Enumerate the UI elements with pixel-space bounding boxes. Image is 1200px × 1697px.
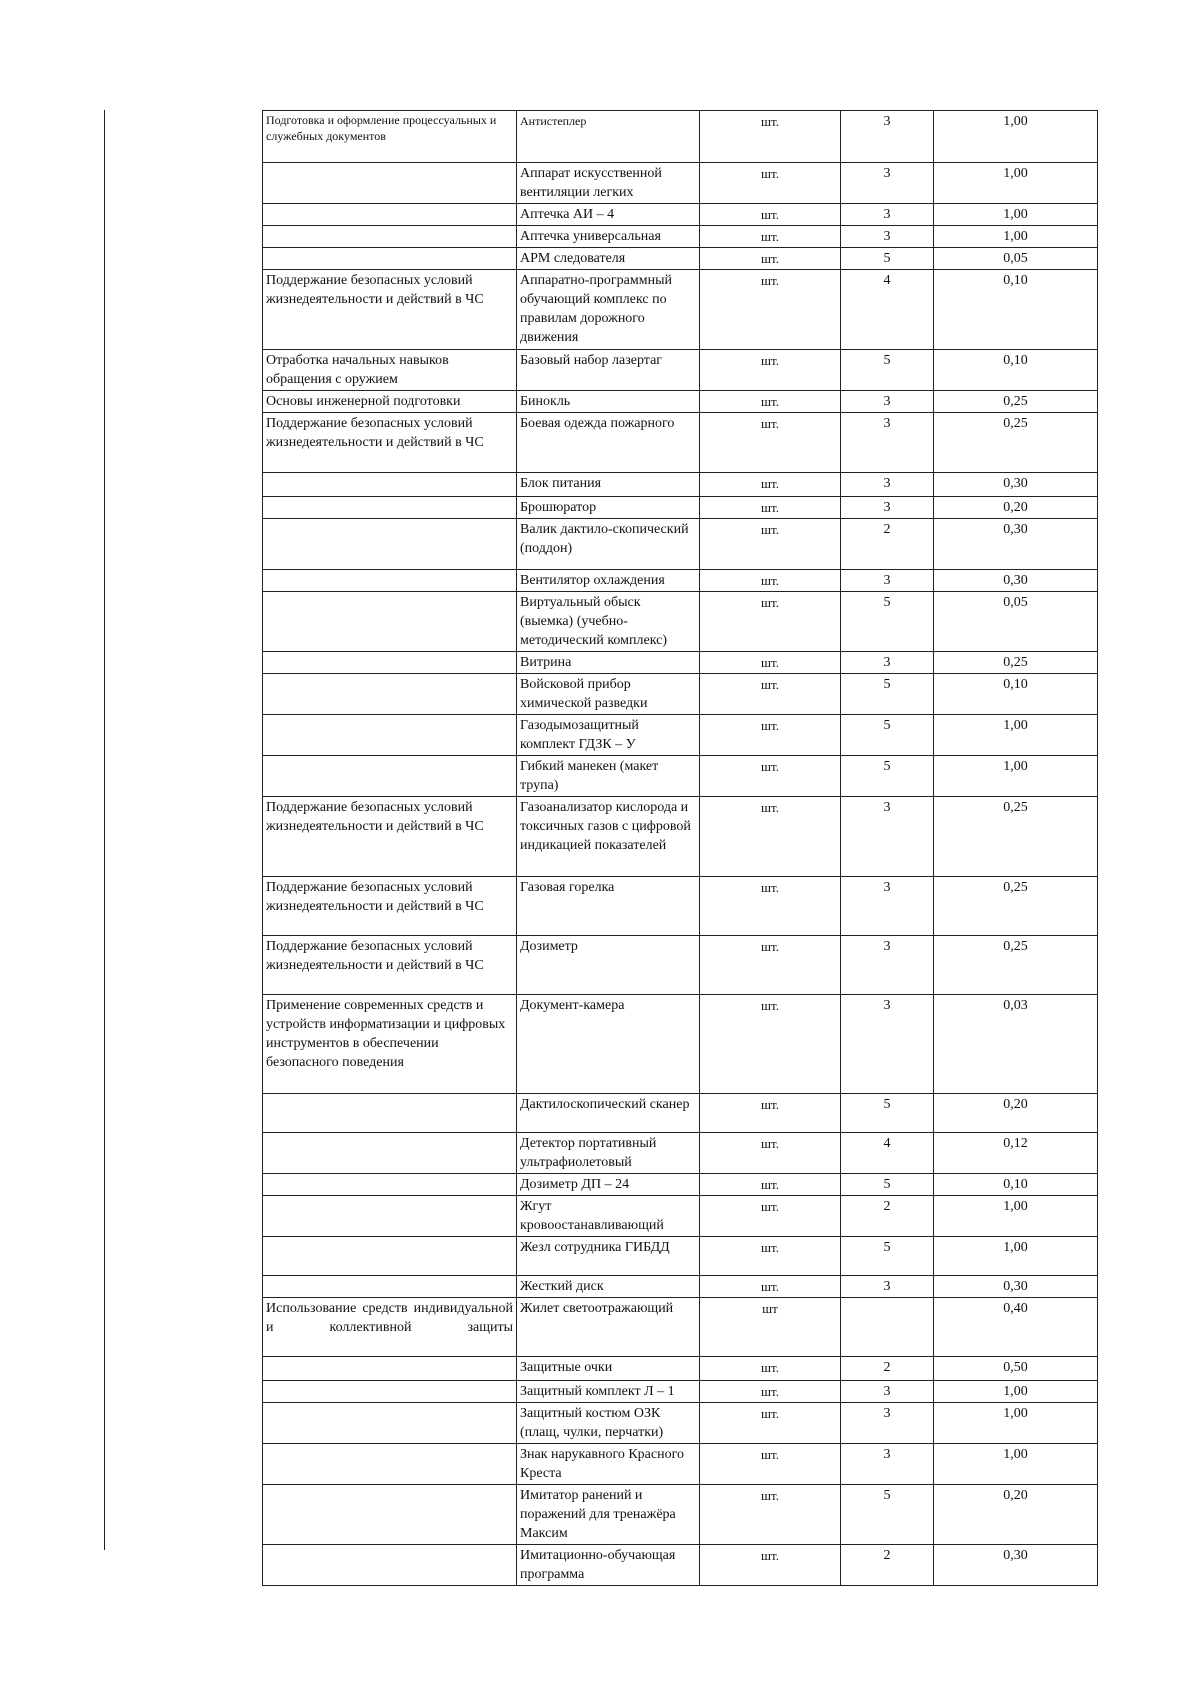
table-row (263, 652, 1098, 674)
row-quantity-cell: 3 (841, 652, 934, 674)
row-value-cell: 0,25 (934, 652, 1098, 674)
row-quantity-cell: 3 (841, 391, 934, 413)
row-item-name-cell: Документ-камера (517, 995, 700, 1094)
table-row (263, 163, 1098, 204)
row-value-cell: 1,00 (934, 1237, 1098, 1276)
row-unit-cell: шт. (700, 1545, 841, 1586)
table-row (263, 497, 1098, 519)
row-topic-cell (263, 715, 517, 756)
row-item-name-cell: Аппаратно-программный обучающий комплекс по правилам дорожного движения (517, 270, 700, 350)
table-row (263, 270, 1098, 350)
table-row (263, 391, 1098, 413)
table-row (263, 519, 1098, 570)
row-quantity-cell: 3 (841, 877, 934, 936)
row-value-cell: 0,03 (934, 995, 1098, 1094)
table-row (263, 1133, 1098, 1174)
row-topic-cell: Поддержание безопасных условий жизнедеятельности и действий в ЧС (263, 413, 517, 473)
row-value-cell: 0,10 (934, 674, 1098, 715)
row-quantity-cell: 3 (841, 204, 934, 226)
row-topic-cell (263, 1133, 517, 1174)
row-unit-cell: шт. (700, 1403, 841, 1444)
table-row (263, 204, 1098, 226)
row-topic-cell (263, 652, 517, 674)
row-item-name-cell: Защитные очки (517, 1357, 700, 1381)
row-quantity-cell: 3 (841, 473, 934, 497)
equipment-table (262, 110, 1098, 1586)
row-unit-cell: шт. (700, 1133, 841, 1174)
table-row (263, 570, 1098, 592)
row-value-cell: 0,25 (934, 936, 1098, 995)
row-value-cell: 1,00 (934, 163, 1098, 204)
row-topic-cell: Основы инженерной подготовки (263, 391, 517, 413)
row-unit-cell: шт. (700, 652, 841, 674)
table-row (263, 1403, 1098, 1444)
row-item-name-cell: Защитный комплект Л – 1 (517, 1381, 700, 1403)
row-value-cell: 0,50 (934, 1357, 1098, 1381)
row-value-cell: 1,00 (934, 204, 1098, 226)
row-quantity-cell (841, 1298, 934, 1357)
row-item-name-cell: Аптечка АИ – 4 (517, 204, 700, 226)
row-item-name-cell: Имитатор ранений и поражений для тренажёра Максим (517, 1485, 700, 1545)
table-row (263, 1381, 1098, 1403)
row-unit-cell: шт. (700, 877, 841, 936)
table-row (263, 936, 1098, 995)
row-item-name-cell: Аппарат искусственной вентиляции легких (517, 163, 700, 204)
row-value-cell: 0,25 (934, 391, 1098, 413)
row-value-cell: 0,25 (934, 413, 1098, 473)
row-item-name-cell: Гибкий манекен (макет трупа) (517, 756, 700, 797)
table-row (263, 413, 1098, 473)
row-unit-cell: шт. (700, 570, 841, 592)
row-topic-cell (263, 1381, 517, 1403)
row-value-cell: 1,00 (934, 111, 1098, 163)
row-value-cell: 0,12 (934, 1133, 1098, 1174)
table-row (263, 1094, 1098, 1133)
table-row (263, 592, 1098, 652)
row-quantity-cell: 3 (841, 497, 934, 519)
row-quantity-cell: 3 (841, 413, 934, 473)
row-topic-cell (263, 1237, 517, 1276)
row-topic-cell (263, 1403, 517, 1444)
row-unit-cell: шт. (700, 163, 841, 204)
row-value-cell: 0,10 (934, 1174, 1098, 1196)
equipment-table-body (263, 111, 1098, 1586)
row-item-name-cell: Жгут кровоостанавливающий (517, 1196, 700, 1237)
row-item-name-cell: Дозиметр ДП – 24 (517, 1174, 700, 1196)
row-quantity-cell: 5 (841, 756, 934, 797)
row-quantity-cell: 5 (841, 248, 934, 270)
row-quantity-cell: 5 (841, 715, 934, 756)
table-row (263, 995, 1098, 1094)
row-item-name-cell: Защитный костюм ОЗК (плащ, чулки, перчатки) (517, 1403, 700, 1444)
row-value-cell: 0,20 (934, 1094, 1098, 1133)
row-topic-cell (263, 674, 517, 715)
table-row (263, 674, 1098, 715)
row-quantity-cell: 5 (841, 350, 934, 391)
row-value-cell: 0,30 (934, 1545, 1098, 1586)
page-margin-line (104, 110, 105, 1550)
row-item-name-cell: Детектор портативный ультрафиолетовый (517, 1133, 700, 1174)
row-quantity-cell: 5 (841, 592, 934, 652)
row-value-cell: 1,00 (934, 1381, 1098, 1403)
row-unit-cell: шт. (700, 1357, 841, 1381)
row-topic-cell (263, 163, 517, 204)
row-item-name-cell: Жезл сотрудника ГИБДД (517, 1237, 700, 1276)
table-row (263, 248, 1098, 270)
table-row (263, 877, 1098, 936)
row-unit-cell: шт. (700, 1094, 841, 1133)
row-unit-cell: шт. (700, 413, 841, 473)
row-unit-cell: шт. (700, 1444, 841, 1485)
table-row (263, 1485, 1098, 1545)
row-value-cell: 0,30 (934, 570, 1098, 592)
row-quantity-cell: 4 (841, 270, 934, 350)
row-item-name-cell: Боевая одежда пожарного (517, 413, 700, 473)
row-unit-cell: шт. (700, 1237, 841, 1276)
row-topic-cell (263, 1094, 517, 1133)
row-unit-cell: шт. (700, 204, 841, 226)
row-unit-cell: шт (700, 1298, 841, 1357)
table-row (263, 1357, 1098, 1381)
row-topic-cell: Подготовка и оформление процессуальных и служебных документов (263, 111, 517, 163)
row-unit-cell: шт. (700, 391, 841, 413)
row-quantity-cell: 5 (841, 1174, 934, 1196)
row-item-name-cell: Газовая горелка (517, 877, 700, 936)
row-item-name-cell: Базовый набор лазертаг (517, 350, 700, 391)
table-row (263, 1298, 1098, 1357)
row-value-cell: 1,00 (934, 1196, 1098, 1237)
row-topic-cell (263, 570, 517, 592)
row-unit-cell: шт. (700, 270, 841, 350)
row-quantity-cell: 3 (841, 936, 934, 995)
row-topic-cell: Поддержание безопасных условий жизнедеятельности и действий в ЧС (263, 936, 517, 995)
row-quantity-cell: 3 (841, 1444, 934, 1485)
row-topic-cell (263, 1276, 517, 1298)
row-topic-cell (263, 473, 517, 497)
row-unit-cell: шт. (700, 756, 841, 797)
row-value-cell: 0,20 (934, 497, 1098, 519)
row-unit-cell: шт. (700, 1196, 841, 1237)
row-item-name-cell: АРМ следователя (517, 248, 700, 270)
row-value-cell: 0,05 (934, 248, 1098, 270)
row-topic-cell (263, 248, 517, 270)
row-item-name-cell: Газодымозащитный комплект ГДЗК – У (517, 715, 700, 756)
row-value-cell: 0,30 (934, 519, 1098, 570)
row-item-name-cell: Блок питания (517, 473, 700, 497)
row-topic-cell: Отработка начальных навыков обращения с оружием (263, 350, 517, 391)
row-quantity-cell: 3 (841, 797, 934, 877)
row-quantity-cell: 3 (841, 570, 934, 592)
table-row (263, 111, 1098, 163)
row-item-name-cell: Имитационно-обучающая программа (517, 1545, 700, 1586)
row-unit-cell: шт. (700, 1381, 841, 1403)
row-unit-cell: шт. (700, 936, 841, 995)
row-item-name-cell: Дактилоскопический сканер (517, 1094, 700, 1133)
row-topic-cell (263, 592, 517, 652)
table-row (263, 226, 1098, 248)
row-item-name-cell: Газоанализатор кислорода и токсичных газов с цифровой индикацией показателей (517, 797, 700, 877)
row-unit-cell: шт. (700, 674, 841, 715)
row-quantity-cell: 3 (841, 995, 934, 1094)
row-item-name-cell: Аптечка универсальная (517, 226, 700, 248)
table-row (263, 1545, 1098, 1586)
row-item-name-cell: Жилет светоотражающий (517, 1298, 700, 1357)
row-topic-cell: Поддержание безопасных условий жизнедеятельности и действий в ЧС (263, 797, 517, 877)
row-item-name-cell: Вентилятор охлаждения (517, 570, 700, 592)
row-unit-cell: шт. (700, 248, 841, 270)
row-topic-cell (263, 1485, 517, 1545)
row-value-cell: 0,40 (934, 1298, 1098, 1357)
table-row (263, 473, 1098, 497)
row-unit-cell: шт. (700, 797, 841, 877)
table-row (263, 756, 1098, 797)
row-item-name-cell: Дозиметр (517, 936, 700, 995)
row-value-cell: 0,05 (934, 592, 1098, 652)
row-item-name-cell: Жесткий диск (517, 1276, 700, 1298)
table-row (263, 1237, 1098, 1276)
row-quantity-cell: 4 (841, 1133, 934, 1174)
row-unit-cell: шт. (700, 1485, 841, 1545)
row-quantity-cell: 3 (841, 1403, 934, 1444)
row-topic-cell (263, 756, 517, 797)
row-item-name-cell: Бинокль (517, 391, 700, 413)
row-value-cell: 0,30 (934, 473, 1098, 497)
row-quantity-cell: 5 (841, 1485, 934, 1545)
row-value-cell: 0,25 (934, 877, 1098, 936)
row-value-cell: 1,00 (934, 1444, 1098, 1485)
row-unit-cell: шт. (700, 497, 841, 519)
row-topic-cell: Использование средств индивидуальной и коллективной защиты (263, 1298, 517, 1357)
row-topic-cell (263, 497, 517, 519)
row-value-cell: 1,00 (934, 1403, 1098, 1444)
row-topic-cell (263, 1444, 517, 1485)
row-value-cell: 0,10 (934, 270, 1098, 350)
table-row (263, 1276, 1098, 1298)
row-item-name-cell: Антистеплер (517, 111, 700, 163)
row-item-name-cell: Витрина (517, 652, 700, 674)
table-row (263, 715, 1098, 756)
row-unit-cell: шт. (700, 111, 841, 163)
row-quantity-cell: 3 (841, 163, 934, 204)
row-topic-cell (263, 1545, 517, 1586)
row-unit-cell: шт. (700, 1276, 841, 1298)
row-quantity-cell: 2 (841, 519, 934, 570)
row-value-cell: 0,20 (934, 1485, 1098, 1545)
row-topic-cell: Поддержание безопасных условий жизнедеятельности и действий в ЧС (263, 270, 517, 350)
row-topic-cell (263, 1174, 517, 1196)
row-value-cell: 0,10 (934, 350, 1098, 391)
row-quantity-cell: 3 (841, 1381, 934, 1403)
table-row (263, 350, 1098, 391)
row-value-cell: 1,00 (934, 756, 1098, 797)
row-quantity-cell: 3 (841, 111, 934, 163)
row-quantity-cell: 5 (841, 674, 934, 715)
row-item-name-cell: Знак нарукавного Красного Креста (517, 1444, 700, 1485)
table-row (263, 1196, 1098, 1237)
row-value-cell: 1,00 (934, 226, 1098, 248)
row-unit-cell: шт. (700, 473, 841, 497)
row-unit-cell: шт. (700, 350, 841, 391)
row-item-name-cell: Виртуальный обыск (выемка) (учебно-методический комплекс) (517, 592, 700, 652)
row-unit-cell: шт. (700, 519, 841, 570)
row-value-cell: 0,30 (934, 1276, 1098, 1298)
row-unit-cell: шт. (700, 995, 841, 1094)
row-topic-cell: Поддержание безопасных условий жизнедеятельности и действий в ЧС (263, 877, 517, 936)
row-topic-cell: Применение современных средств и устройств информатизации и цифровых инструментов в обеспечении безопасного поведения (263, 995, 517, 1094)
row-topic-cell (263, 226, 517, 248)
row-value-cell: 1,00 (934, 715, 1098, 756)
row-item-name-cell: Валик дактило-скопический (поддон) (517, 519, 700, 570)
row-value-cell: 0,25 (934, 797, 1098, 877)
row-unit-cell: шт. (700, 715, 841, 756)
row-unit-cell: шт. (700, 592, 841, 652)
row-quantity-cell: 2 (841, 1545, 934, 1586)
row-topic-cell (263, 519, 517, 570)
row-item-name-cell: Брошюратор (517, 497, 700, 519)
table-row (263, 797, 1098, 877)
row-unit-cell: шт. (700, 226, 841, 248)
row-topic-cell (263, 204, 517, 226)
row-quantity-cell: 5 (841, 1094, 934, 1133)
row-quantity-cell: 2 (841, 1357, 934, 1381)
row-quantity-cell: 3 (841, 226, 934, 248)
row-quantity-cell: 3 (841, 1276, 934, 1298)
table-row (263, 1174, 1098, 1196)
row-topic-cell (263, 1196, 517, 1237)
row-quantity-cell: 5 (841, 1237, 934, 1276)
row-item-name-cell: Войсковой прибор химической разведки (517, 674, 700, 715)
table-row (263, 1444, 1098, 1485)
row-topic-cell (263, 1357, 517, 1381)
row-quantity-cell: 2 (841, 1196, 934, 1237)
row-unit-cell: шт. (700, 1174, 841, 1196)
